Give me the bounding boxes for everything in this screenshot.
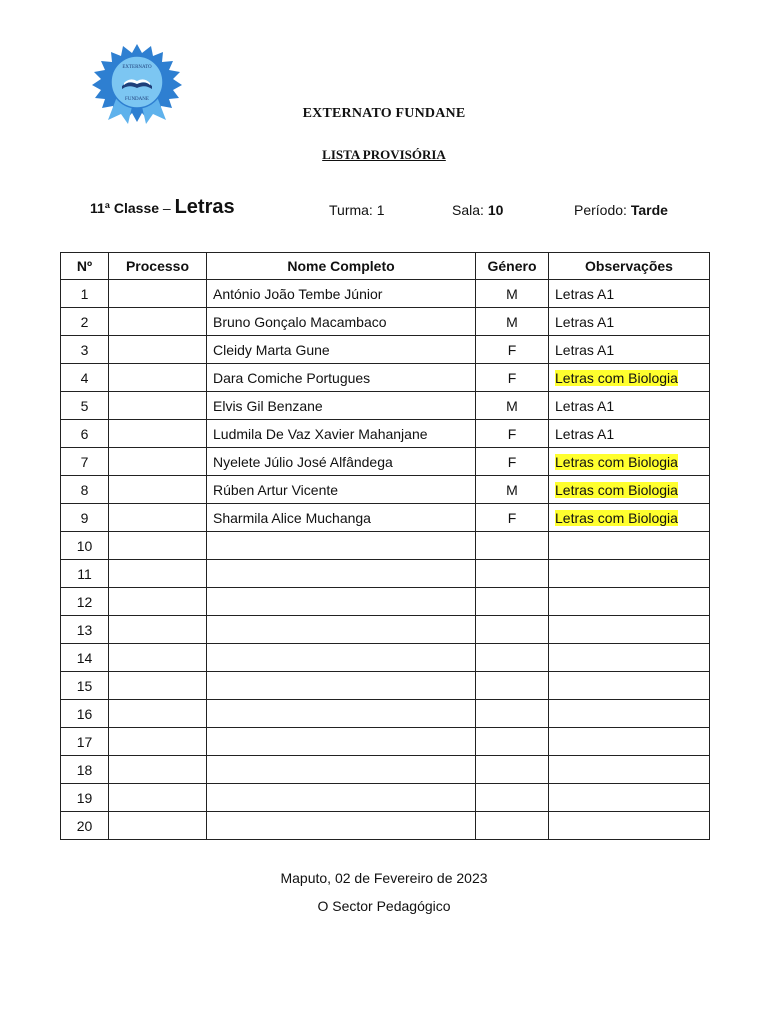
turma-value: 1 (376, 202, 385, 218)
cell-numero: 3 (61, 336, 109, 364)
cell-nome: Ludmila De Vaz Xavier Mahanjane (207, 420, 476, 448)
cell-observacoes (549, 728, 710, 756)
cell-numero: 2 (61, 308, 109, 336)
table-row (61, 784, 710, 812)
cell-numero: 7 (61, 448, 109, 476)
cell-nome (207, 616, 476, 644)
cell-observacoes (549, 364, 710, 392)
table-row (61, 532, 710, 560)
table-body (61, 280, 710, 840)
cell-numero: 4 (61, 364, 109, 392)
table-row (61, 672, 710, 700)
cell-genero (476, 644, 549, 672)
cell-processo (109, 728, 207, 756)
cell-processo (109, 588, 207, 616)
table-row (61, 644, 710, 672)
cell-nome (207, 672, 476, 700)
cell-genero: M (476, 476, 549, 504)
cell-observacoes (549, 616, 710, 644)
cell-genero (476, 560, 549, 588)
table-row (61, 616, 710, 644)
header-observacoes: Observações (549, 253, 710, 280)
cell-observacoes (549, 672, 710, 700)
sala-value: 10 (487, 202, 504, 218)
table-row (61, 588, 710, 616)
observation-text: Letras A1 (555, 285, 615, 302)
svg-text:EXTERNATO: EXTERNATO (122, 65, 152, 70)
sala-label: Sala: (452, 202, 484, 218)
cell-observacoes (549, 308, 710, 336)
cell-numero: 12 (61, 588, 109, 616)
cell-nome (207, 728, 476, 756)
cell-nome (207, 812, 476, 840)
table-row (61, 560, 710, 588)
cell-genero (476, 728, 549, 756)
cell-numero: 15 (61, 672, 109, 700)
highlighted-observation: Letras com Biologia (555, 509, 678, 526)
sala-info (452, 202, 503, 218)
table-row (61, 756, 710, 784)
header-numero: Nº (61, 253, 109, 280)
cell-genero (476, 756, 549, 784)
cell-numero: 8 (61, 476, 109, 504)
table-row (61, 504, 710, 532)
table-row (61, 700, 710, 728)
cell-observacoes (549, 532, 710, 560)
periodo-label: Período: (574, 202, 627, 218)
table-row (61, 336, 710, 364)
list-title: LISTA PROVISÓRIA (322, 147, 446, 162)
observation-text: Letras A1 (555, 397, 615, 414)
cell-observacoes (549, 476, 710, 504)
cell-processo (109, 532, 207, 560)
cell-genero (476, 672, 549, 700)
cell-nome (207, 644, 476, 672)
cell-numero: 13 (61, 616, 109, 644)
cell-observacoes (549, 280, 710, 308)
cell-observacoes (549, 588, 710, 616)
cell-nome: Elvis Gil Benzane (207, 392, 476, 420)
observation-text: Letras A1 (555, 341, 615, 358)
cell-nome: Rúben Artur Vicente (207, 476, 476, 504)
cell-observacoes (549, 420, 710, 448)
cell-numero: 5 (61, 392, 109, 420)
cell-genero: F (476, 336, 549, 364)
cell-nome (207, 532, 476, 560)
periodo-value: Tarde (630, 202, 668, 218)
cell-observacoes (549, 560, 710, 588)
periodo-info (574, 202, 668, 218)
cell-processo (109, 476, 207, 504)
cell-nome (207, 784, 476, 812)
cell-processo (109, 700, 207, 728)
cell-observacoes (549, 392, 710, 420)
header-genero: Género (476, 253, 549, 280)
cell-processo (109, 560, 207, 588)
table-row (61, 728, 710, 756)
observation-text: Letras A1 (555, 425, 615, 442)
cell-processo (109, 364, 207, 392)
cell-processo (109, 392, 207, 420)
cell-numero: 20 (61, 812, 109, 840)
cell-genero: F (476, 504, 549, 532)
cell-processo (109, 308, 207, 336)
cell-numero: 19 (61, 784, 109, 812)
class-info (90, 196, 235, 219)
cell-genero: M (476, 308, 549, 336)
cell-processo (109, 504, 207, 532)
cell-observacoes (549, 448, 710, 476)
cell-observacoes (549, 336, 710, 364)
cell-genero: M (476, 280, 549, 308)
cell-processo (109, 420, 207, 448)
table-row (61, 420, 710, 448)
cell-numero: 11 (61, 560, 109, 588)
table-header-row (61, 253, 710, 280)
class-area: Letras (174, 196, 235, 218)
turma-label: Turma: (329, 202, 373, 218)
cell-genero (476, 700, 549, 728)
cell-genero (476, 812, 549, 840)
cell-processo (109, 336, 207, 364)
cell-nome: Bruno Gonçalo Macambaco (207, 308, 476, 336)
cell-nome: Cleidy Marta Gune (207, 336, 476, 364)
cell-numero: 10 (61, 532, 109, 560)
highlighted-observation: Letras com Biologia (555, 481, 678, 498)
cell-numero: 16 (61, 700, 109, 728)
cell-nome (207, 560, 476, 588)
cell-numero: 14 (61, 644, 109, 672)
cell-processo (109, 616, 207, 644)
table-row (61, 280, 710, 308)
table-row (61, 448, 710, 476)
cell-genero: M (476, 392, 549, 420)
cell-nome (207, 588, 476, 616)
cell-processo (109, 672, 207, 700)
cell-numero: 17 (61, 728, 109, 756)
cell-numero: 1 (61, 280, 109, 308)
header-nome-completo: Nome Completo (207, 253, 476, 280)
observation-text: Letras A1 (555, 313, 615, 330)
cell-genero (476, 588, 549, 616)
cell-processo (109, 812, 207, 840)
cell-genero (476, 784, 549, 812)
cell-processo (109, 784, 207, 812)
cell-nome: Nyelete Júlio José Alfândega (207, 448, 476, 476)
cell-genero (476, 616, 549, 644)
turma-info (329, 202, 385, 218)
cell-genero: F (476, 420, 549, 448)
sector-signature: O Sector Pedagógico (317, 898, 451, 914)
place-date: Maputo, 02 de Fevereiro de 2023 (280, 870, 488, 886)
cell-genero (476, 532, 549, 560)
cell-processo (109, 448, 207, 476)
cell-processo (109, 756, 207, 784)
class-label: 11ª Classe (90, 200, 160, 216)
cell-observacoes (549, 644, 710, 672)
student-list-table (60, 252, 710, 840)
cell-nome (207, 700, 476, 728)
highlighted-observation: Letras com Biologia (555, 453, 678, 470)
cell-observacoes (549, 756, 710, 784)
cell-numero: 6 (61, 420, 109, 448)
cell-observacoes (549, 812, 710, 840)
cell-nome (207, 756, 476, 784)
cell-nome: António João Tembe Júnior (207, 280, 476, 308)
cell-observacoes (549, 700, 710, 728)
table-row (61, 476, 710, 504)
header-processo: Processo (109, 253, 207, 280)
table-row (61, 392, 710, 420)
cell-genero: F (476, 448, 549, 476)
table-row (61, 812, 710, 840)
highlighted-observation: Letras com Biologia (555, 369, 678, 386)
cell-genero: F (476, 364, 549, 392)
cell-observacoes (549, 784, 710, 812)
table-row (61, 364, 710, 392)
cell-numero: 9 (61, 504, 109, 532)
cell-observacoes (549, 504, 710, 532)
cell-processo (109, 644, 207, 672)
school-name: EXTERNATO FUNDANE (302, 106, 466, 121)
cell-processo (109, 280, 207, 308)
cell-nome: Sharmila Alice Muchanga (207, 504, 476, 532)
svg-text:FUNDANE: FUNDANE (125, 97, 149, 102)
cell-nome: Dara Comiche Portugues (207, 364, 476, 392)
table-row (61, 308, 710, 336)
cell-numero: 18 (61, 756, 109, 784)
class-dash: – (162, 200, 171, 216)
